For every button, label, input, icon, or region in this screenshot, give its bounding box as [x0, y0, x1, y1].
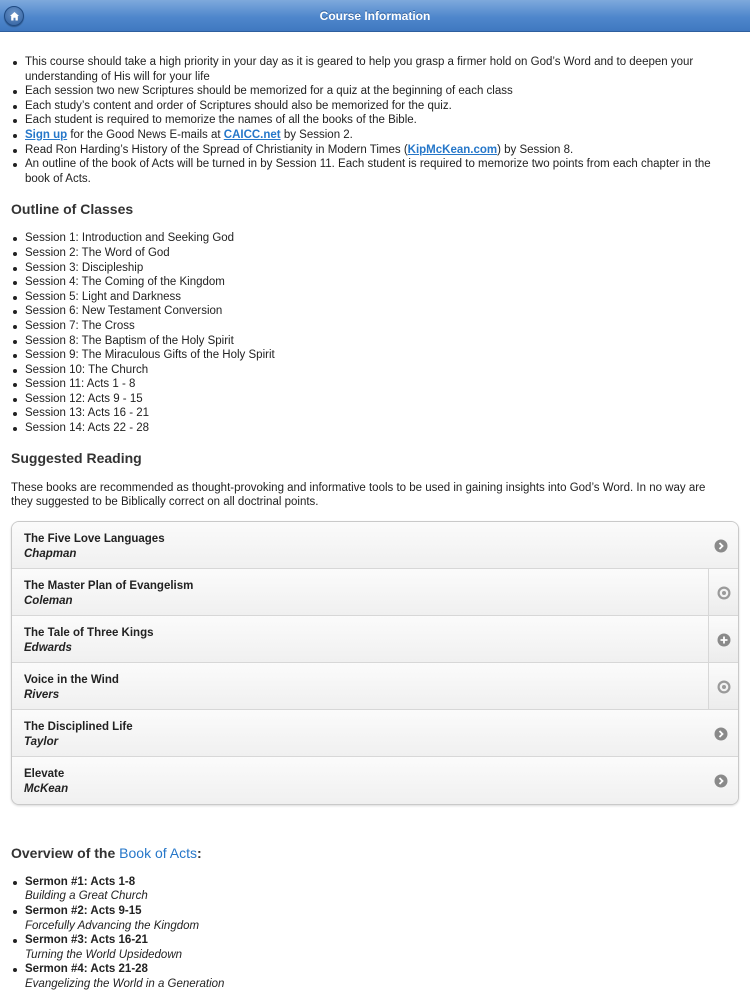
main-content [0, 55, 750, 992]
list-item: Each study’s content and order of Scriptures should also be memorized for the quiz. [12, 99, 750, 114]
list-item [12, 904, 750, 933]
arrow-right-icon[interactable] [714, 727, 728, 741]
list-item: This course should take a high priority in your day as it is geared to help you grasp a firmer hold on God’s Word and to deepen your understanding of His will for your life [12, 55, 750, 84]
reading-description: These books are recommended as thought-provoking and informative tools to be used in gaining insights into God’s Word. In no way are they suggested to be Biblically correct on all doctrinal points. [11, 481, 706, 509]
book-author: Rivers [24, 688, 60, 701]
page-title: Course Information [319, 8, 431, 23]
list-item: Session 2: The Word of God [12, 246, 750, 261]
book-author: Taylor [24, 735, 59, 748]
book-title: Voice in the Wind [24, 673, 119, 686]
arrow-right-icon[interactable] [714, 539, 728, 553]
book-row[interactable] [12, 569, 738, 616]
list-item: An outline of the book of Acts will be turned in by Session 11. Each student is required to memorize two points from each chapter in the book of Acts. [12, 157, 750, 186]
list-item: Session 5: Light and Darkness [12, 290, 750, 305]
overview-heading [11, 845, 750, 861]
list-item: Session 4: The Coming of the Kingdom [12, 275, 750, 290]
sermon-title: Sermon #3: Acts 16-21 [25, 934, 148, 947]
row-action-box[interactable] [708, 569, 738, 615]
list-item: Session 10: The Church [12, 363, 750, 378]
plus-icon[interactable] [717, 633, 731, 647]
book-title: The Disciplined Life [24, 720, 133, 733]
sessions-list [0, 231, 750, 435]
list-item [12, 933, 750, 962]
home-icon [9, 11, 20, 22]
book-row[interactable] [12, 522, 738, 569]
book-list [11, 521, 739, 805]
list-item: Session 7: The Cross [12, 319, 750, 334]
signup-end-text: by Session 2. [280, 128, 353, 141]
sermon-title: Sermon #2: Acts 9-15 [25, 905, 142, 918]
row-action-box[interactable] [708, 663, 738, 709]
target-icon[interactable] [717, 680, 731, 694]
home-button[interactable] [4, 6, 24, 26]
kipmckean-link[interactable]: KipMcKean.com [407, 143, 498, 156]
book-of-acts-link[interactable]: Book of Acts [119, 844, 197, 861]
list-item: Session 1: Introduction and Seeking God [12, 231, 750, 246]
list-item [12, 962, 750, 991]
top-bar [0, 0, 750, 32]
list-item: Session 12: Acts 9 - 15 [12, 392, 750, 407]
list-item: Each session two new Scriptures should be memorized for a quiz at the beginning of each class [12, 84, 750, 99]
book-author: Edwards [24, 641, 72, 654]
sign-up-link[interactable]: Sign up [25, 128, 68, 141]
book-author: McKean [24, 782, 69, 795]
list-item: Session 6: New Testament Conversion [12, 304, 750, 319]
book-title: The Master Plan of Evangelism [24, 579, 194, 592]
row-action-box[interactable] [708, 616, 738, 662]
list-item: Session 11: Acts 1 - 8 [12, 377, 750, 392]
book-author: Coleman [24, 594, 73, 607]
read-text: Read Ron Harding’s History of the Spread of Christianity in Modern Times ( [25, 143, 408, 156]
list-item: Each student is required to memorize the names of all the books of the Bible. [12, 113, 750, 128]
list-item: Session 8: The Baptism of the Holy Spirit [12, 334, 750, 349]
overview-heading-end: : [196, 844, 202, 861]
outline-heading: Outline of Classes [11, 201, 134, 218]
reading-heading: Suggested Reading [11, 449, 142, 466]
book-author: Chapman [24, 547, 77, 560]
sermon-subtitle: Evangelizing the World in a Generation [25, 978, 225, 990]
read-end-text: ) by Session 8. [497, 143, 574, 156]
book-title: Elevate [24, 767, 65, 780]
list-item: Session 13: Acts 16 - 21 [12, 406, 750, 421]
book-row[interactable] [12, 710, 738, 757]
sermon-title: Sermon #4: Acts 21-28 [25, 963, 148, 976]
signup-text: for the Good News E-mails at [67, 128, 224, 141]
sermons-list [0, 875, 750, 992]
list-item [12, 128, 750, 143]
sermon-subtitle: Forcefully Advancing the Kingdom [25, 919, 200, 932]
list-item: Session 3: Discipleship [12, 261, 750, 276]
course-requirements-list [0, 55, 750, 186]
sermon-subtitle: Building a Great Church [25, 890, 148, 903]
book-title: The Five Love Languages [24, 532, 165, 545]
book-title: The Tale of Three Kings [24, 626, 154, 639]
overview-heading-text: Overview of the [11, 844, 120, 861]
book-row[interactable] [12, 616, 738, 663]
list-item [12, 875, 750, 904]
list-item [12, 143, 750, 158]
book-row[interactable] [12, 757, 738, 804]
sermon-title: Sermon #1: Acts 1-8 [25, 875, 136, 888]
list-item: Session 14: Acts 22 - 28 [12, 421, 750, 436]
caicc-link[interactable]: CAICC.net [223, 128, 281, 141]
target-icon[interactable] [717, 586, 731, 600]
book-row[interactable] [12, 663, 738, 710]
arrow-right-icon[interactable] [714, 774, 728, 788]
list-item: Session 9: The Miraculous Gifts of the Holy Spirit [12, 348, 750, 363]
sermon-subtitle: Turning the World Upsidedown [25, 948, 183, 961]
